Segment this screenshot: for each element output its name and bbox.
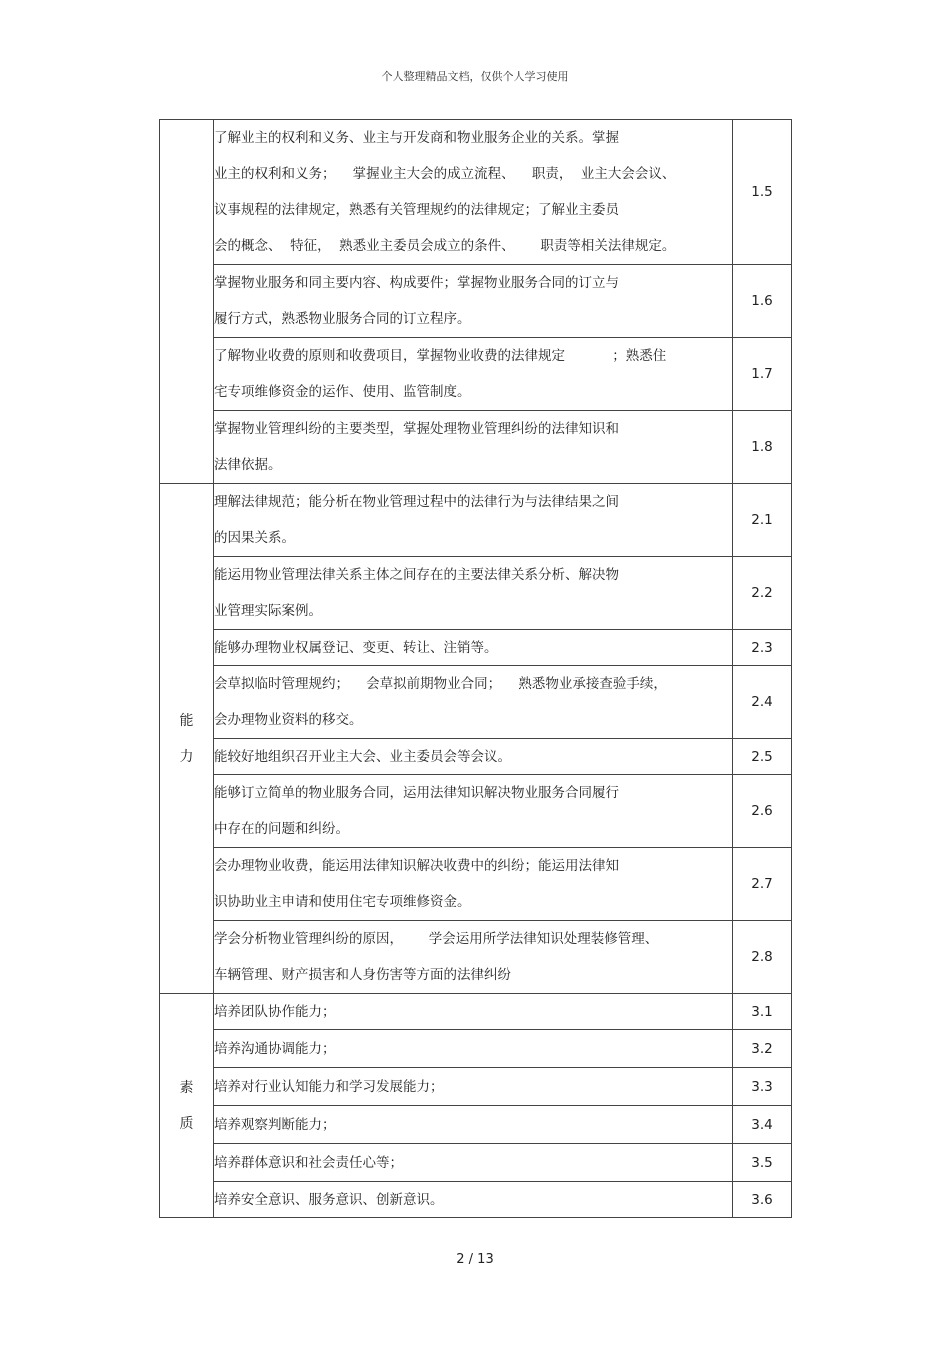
objective-description xyxy=(214,994,733,1030)
objective-code: 2.8 xyxy=(733,921,792,994)
objective-code: 3.4 xyxy=(733,1106,792,1144)
objective-description xyxy=(214,848,733,921)
description-line: 了解物业收费的原则和收费项目，掌握物业收费的法律规定 ；熟悉住 xyxy=(214,348,667,364)
description-line: 议事规程的法律规定，熟悉有关管理规约的法律规定；了解业主委员 xyxy=(214,202,619,218)
syllabus-objectives-table xyxy=(159,119,792,1218)
table-row xyxy=(160,1182,792,1218)
description-line: 会办理物业资料的移交。 xyxy=(214,712,363,728)
table-row xyxy=(160,1106,792,1144)
table-body xyxy=(160,120,792,1218)
table-row xyxy=(160,775,792,848)
table-row xyxy=(160,848,792,921)
description-line: 能够办理物业权属登记、变更、转让、注销等。 xyxy=(214,639,498,656)
table-row xyxy=(160,630,792,666)
description-line: 会办理物业收费，能运用法律知识解决收费中的纠纷；能运用法律知 xyxy=(214,858,619,874)
description-line: 理解法律规范；能分析在物业管理过程中的法律行为与法律结果之间 xyxy=(214,494,619,510)
description-line: 能够订立简单的物业服务合同，运用法律知识解决物业服务合同履行 xyxy=(214,785,619,801)
table-row xyxy=(160,666,792,739)
objective-code: 1.6 xyxy=(733,265,792,338)
objective-code: 2.2 xyxy=(733,557,792,630)
table-row xyxy=(160,338,792,411)
objective-description xyxy=(214,630,733,666)
objective-description xyxy=(214,775,733,848)
description-line: 培养团队协作能力； xyxy=(214,1003,336,1020)
description-line: 培养对行业认知能力和学习发展能力； xyxy=(214,1078,444,1095)
description-line: 识协助业主申请和使用住宅专项维修资金。 xyxy=(214,894,471,910)
table-row xyxy=(160,557,792,630)
objective-code: 3.1 xyxy=(733,994,792,1030)
description-line: 会的概念、 特征， 熟悉业主委员会成立的条件、 职责等相关法律规定。 xyxy=(214,238,676,254)
objective-description xyxy=(214,411,733,484)
description-line: 掌握物业管理纠纷的主要类型，掌握处理物业管理纠纷的法律知识和 xyxy=(214,421,619,437)
description-line: 能运用物业管理法律关系主体之间存在的主要法律关系分析、解决物 xyxy=(214,567,619,583)
description-line: 的因果关系。 xyxy=(214,530,295,546)
description-line: 培养观察判断能力； xyxy=(214,1116,336,1133)
objective-description xyxy=(214,120,733,265)
page-number: 2 / 13 xyxy=(456,1252,494,1267)
objective-description xyxy=(214,338,733,411)
description-line: 培养安全意识、服务意识、创新意识。 xyxy=(214,1191,444,1208)
objective-code: 2.3 xyxy=(733,630,792,666)
objective-description xyxy=(214,921,733,994)
description-line: 学会分析物业管理纠纷的原因， 学会运用所学法律知识处理装修管理、 xyxy=(214,931,659,947)
description-line: 业主的权利和义务； 掌握业主大会的成立流程、 职责， 业主大会会议、 xyxy=(214,166,676,182)
table-row xyxy=(160,1068,792,1106)
objective-code: 2.6 xyxy=(733,775,792,848)
table-row xyxy=(160,265,792,338)
description-line: 业管理实际案例。 xyxy=(214,603,322,619)
page-header: 个人整理精品文档，仅供个人学习使用 xyxy=(381,70,569,83)
description-line: 法律依据。 xyxy=(214,457,282,473)
description-line: 了解业主的权利和义务、业主与开发商和物业服务企业的关系。掌握 xyxy=(214,130,619,146)
objective-description xyxy=(214,1144,733,1182)
category-char: 能 xyxy=(179,712,194,729)
objective-code: 3.6 xyxy=(733,1182,792,1218)
objective-description xyxy=(214,739,733,775)
objective-description xyxy=(214,1068,733,1106)
category-char: 素 xyxy=(179,1079,194,1096)
table-row xyxy=(160,120,792,265)
objective-description xyxy=(214,1182,733,1218)
objective-description xyxy=(214,1106,733,1144)
table-row xyxy=(160,994,792,1030)
objective-code: 2.1 xyxy=(733,484,792,557)
description-line: 掌握物业服务和同主要内容、构成要件；掌握物业服务合同的订立与 xyxy=(214,275,619,291)
table-row xyxy=(160,411,792,484)
description-line: 培养沟通协调能力； xyxy=(214,1040,336,1057)
objective-code: 1.7 xyxy=(733,338,792,411)
objective-code: 3.3 xyxy=(733,1068,792,1106)
description-line: 车辆管理、财产损害和人身伤害等方面的法律纠纷 xyxy=(214,967,511,983)
description-line: 履行方式，熟悉物业服务合同的订立程序。 xyxy=(214,311,471,327)
objective-code: 2.5 xyxy=(733,739,792,775)
objective-description xyxy=(214,557,733,630)
objective-code: 2.4 xyxy=(733,666,792,739)
objective-description xyxy=(214,484,733,557)
description-line: 会草拟临时管理规约； 会草拟前期物业合同； 熟悉物业承接查验手续， xyxy=(214,676,667,692)
description-line: 能较好地组织召开业主大会、业主委员会等会议。 xyxy=(214,748,511,765)
objective-description xyxy=(214,265,733,338)
category-char: 质 xyxy=(179,1115,194,1132)
table-row xyxy=(160,1030,792,1068)
objective-code: 1.8 xyxy=(733,411,792,484)
objective-description xyxy=(214,666,733,739)
table-row xyxy=(160,921,792,994)
category-char: 力 xyxy=(179,748,194,765)
category-cell xyxy=(160,994,214,1218)
description-line: 培养群体意识和社会责任心等； xyxy=(214,1154,403,1171)
objective-code: 3.2 xyxy=(733,1030,792,1068)
category-cell xyxy=(160,120,214,484)
description-line: 宅专项维修资金的运作、使用、监管制度。 xyxy=(214,384,471,400)
objective-code: 2.7 xyxy=(733,848,792,921)
category-cell xyxy=(160,484,214,994)
objective-description xyxy=(214,1030,733,1068)
description-line: 中存在的问题和纠纷。 xyxy=(214,821,349,837)
table-row xyxy=(160,484,792,557)
objective-code: 1.5 xyxy=(733,120,792,265)
table-row xyxy=(160,1144,792,1182)
objective-code: 3.5 xyxy=(733,1144,792,1182)
table-row xyxy=(160,739,792,775)
